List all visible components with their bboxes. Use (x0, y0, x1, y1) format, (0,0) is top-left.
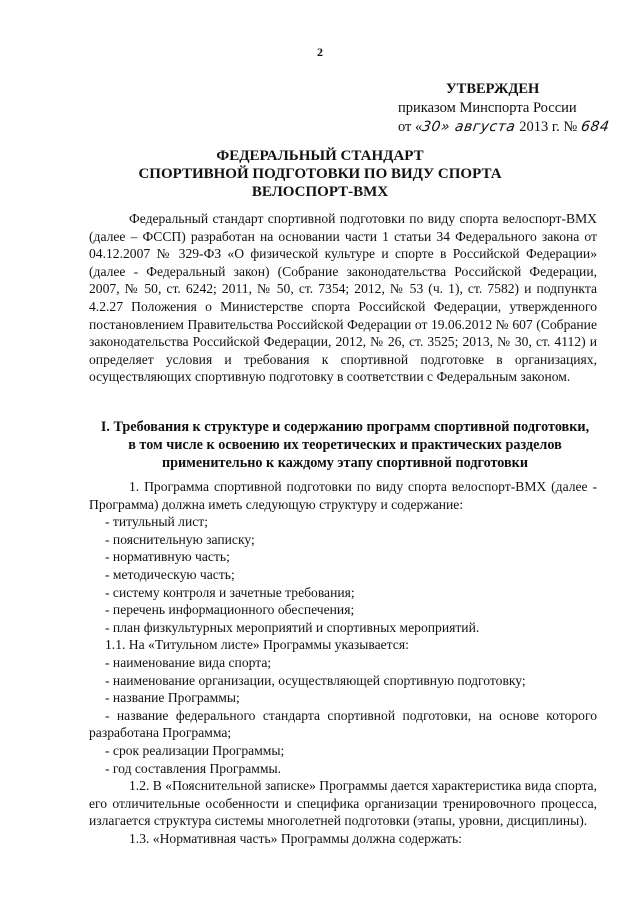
document-title-line-1: ФЕДЕРАЛЬНЫЙ СТАНДАРТ (216, 148, 424, 164)
list-item: - перечень информационного обеспечения; (105, 602, 355, 618)
section-1-title-line-2: в том числе к освоению их теоретических и практических разделов (128, 437, 562, 454)
approval-block (398, 80, 609, 137)
approval-year: 2013 г. № (519, 119, 578, 135)
title-page-list (89, 654, 597, 777)
handwritten-date: 30» августа (421, 119, 517, 135)
handwritten-number: 684 (579, 119, 611, 135)
paragraph-1: 1. Программа спортивной подготовки по виду спорта велоспорт-ВМХ (далее - Программа) должна иметь следующую структуру и содержание: (89, 479, 597, 512)
page-number: 2 (317, 45, 323, 59)
document-title-line-3: ВЕЛОСПОРТ-ВМХ (251, 184, 389, 200)
approval-date-line (398, 118, 609, 137)
list-item: - год составления Программы. (105, 760, 282, 776)
list-item: - план физкультурных мероприятий и спортивных мероприятий. (105, 619, 480, 635)
paragraph-1-2: 1.2. В «Пояснительной записке» Программы дается характеристика вида спорта, его отличительные особенности и специфика организации тренировочного процесса, излагается структура системы многолетней подготовки (этапы, уровни, дисциплины). (89, 778, 597, 829)
section-1-title-line-3: применительно к каждому этапу спортивной подготовки (161, 455, 529, 472)
section-1-title-line-1: I. Требования к структуре и содержанию программ спортивной подготовки, (100, 419, 590, 435)
list-item: - срок реализации Программы; (105, 742, 285, 758)
approval-title: УТВЕРЖДЕН (446, 81, 540, 97)
list-item: - титульный лист; (105, 514, 208, 530)
document-title (0, 147, 640, 201)
section-1-title (82, 418, 608, 473)
list-item: - пояснительную записку; (105, 531, 255, 547)
section-1-body (89, 478, 597, 847)
intro-paragraph: Федеральный стандарт спортивной подготовки по виду спорта велоспорт-ВМХ (далее – ФССП) разработан на основании части 1 статьи 34 Федерального закона от 04.12.2007 № 329-ФЗ «О физической культуре и спорте в Российской Федерации» (далее - Федеральный закон) (Собрание законодательства Российской Федерации, 2007, № 50, ст. 6242; 2011, № 50, ст. 7354; 2012, № 53 (ч. 1), ст. 7582) и подпункта 4.2.27 Положения о Министерстве спорта Российской Федерации, утвержденного постановлением Правительства Российской Федерации от 19.06.2012 № 607 (Собрание законодательства Российской Федерации, 2012, № 26, ст. 3525; 2013, № 30, ст. 4112) и определяет условия и требования к спортивной подготовке в организациях, осуществляющих спортивную подготовку в соответствии с Федеральным законом. (89, 211, 597, 385)
paragraph-1-1: 1.1. На «Титульном листе» Программы указывается: (105, 637, 409, 653)
list-item: - систему контроля и зачетные требования; (105, 584, 355, 600)
list-item: - название Программы; (105, 690, 240, 706)
list-item: - название федерального стандарта спортивной подготовки, на основе которого разработана Программа; (89, 707, 597, 741)
list-item: - нормативную часть; (105, 549, 230, 565)
list-item: - методическую часть; (105, 566, 235, 582)
list-item: - наименование организации, осуществляющей спортивную подготовку; (105, 672, 526, 688)
approval-order-line: приказом Минспорта России (398, 100, 577, 116)
paragraph-1-3: 1.3. «Нормативная часть» Программы должна содержать: (129, 830, 462, 846)
structure-list (89, 513, 597, 636)
approval-from-prefix: от « (398, 119, 423, 135)
document-title-line-2: СПОРТИВНОЙ ПОДГОТОВКИ ПО ВИДУ СПОРТА (138, 166, 502, 182)
list-item: - наименование вида спорта; (105, 654, 272, 670)
